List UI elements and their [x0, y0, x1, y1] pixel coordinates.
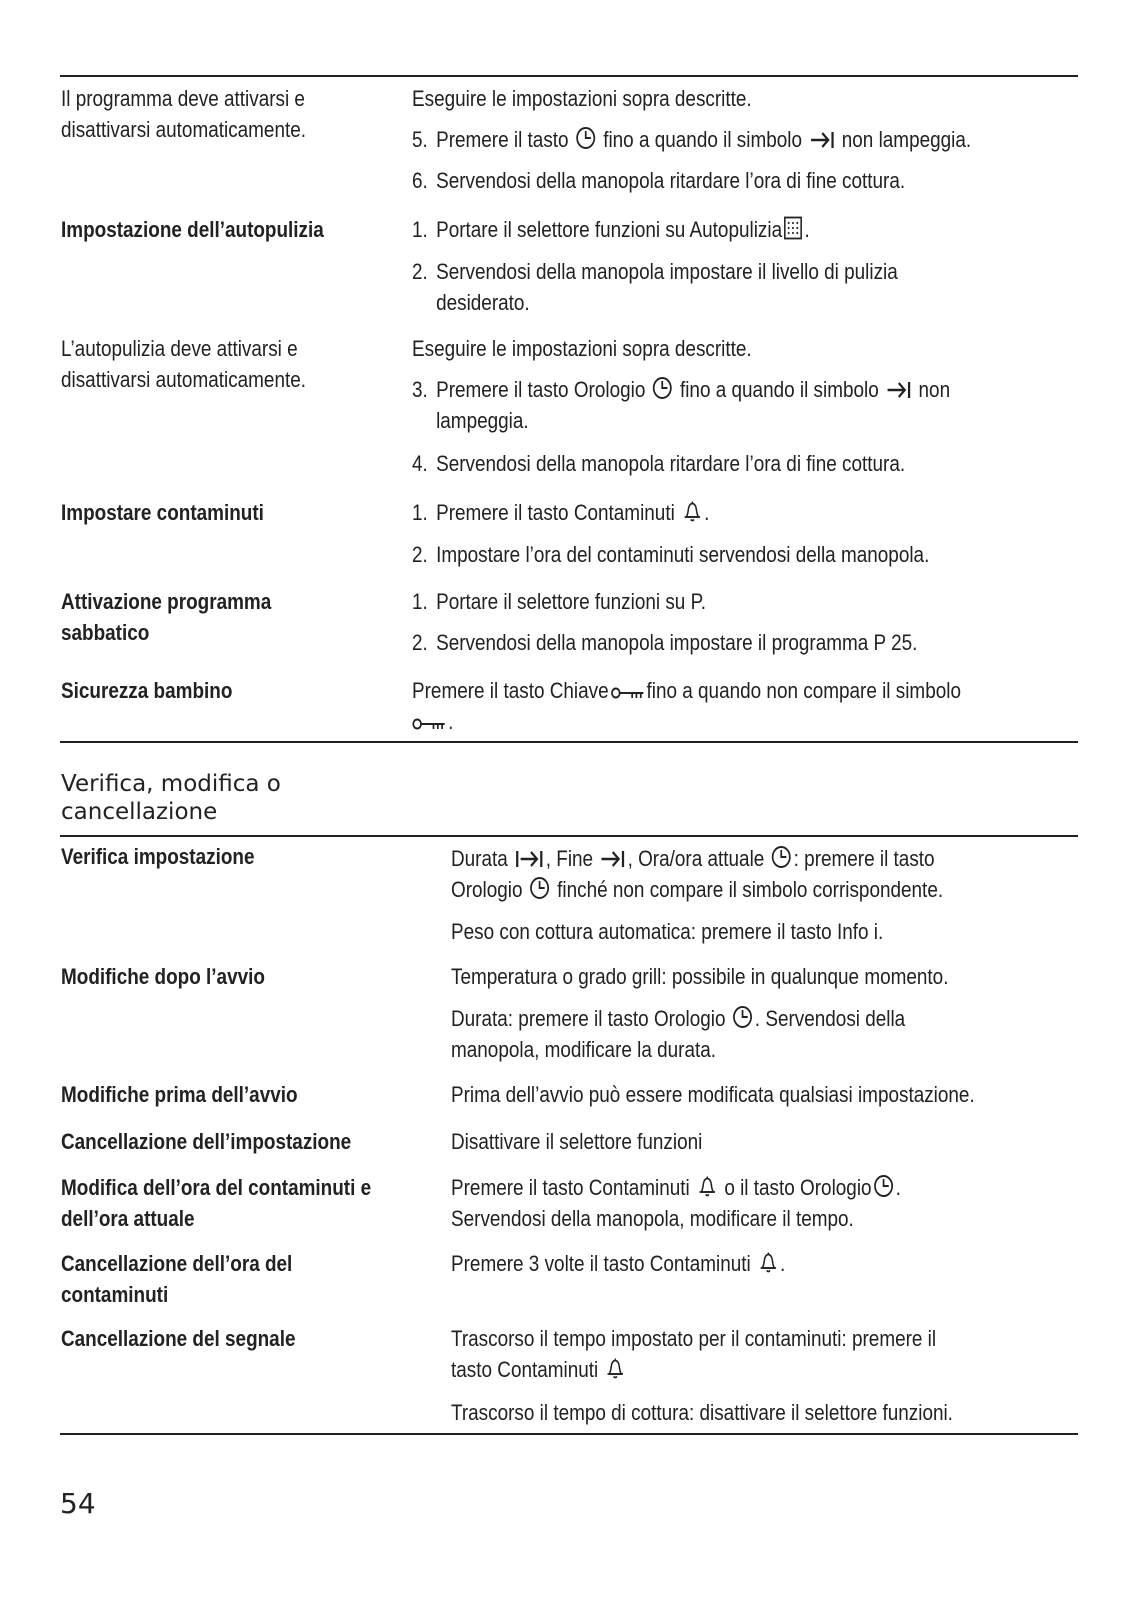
row-label: Cancellazione dell’ora del contaminuti — [61, 1251, 293, 1307]
row-content: Eseguire le impostazioni sopra descritte. 3. Premere il tasto Orologio fino a quando il simbolo non lampeggia. 4. Servendosi della manopola ritardare l’ora di fine cottura. — [412, 336, 951, 476]
clock-icon — [732, 1005, 753, 1029]
row-content: 1. Premere il tasto Contaminuti . 2. Impostare l’ora del contaminuti servendosi della manopola. — [412, 500, 930, 567]
end-time-icon — [809, 130, 835, 150]
timer-bell-icon — [605, 1356, 626, 1380]
key-icon — [412, 716, 446, 732]
row-label: Attivazione programma sabbatico — [61, 589, 272, 645]
clock-icon — [576, 126, 597, 150]
timer-bell-icon — [758, 1250, 779, 1274]
section-rule — [60, 835, 1078, 837]
row-label: Sicurezza bambino — [61, 678, 233, 703]
top-rule — [60, 75, 1078, 77]
row-label: Impostazione dell’autopulizia — [61, 217, 324, 242]
self-clean-icon — [784, 216, 803, 240]
section-heading: Verifica, modifica o cancellazione — [61, 771, 281, 825]
timer-bell-icon — [682, 499, 703, 523]
row-label: Modifiche dopo l’avvio — [61, 964, 265, 989]
section-rule — [60, 741, 1078, 743]
end-time-icon — [600, 849, 626, 869]
row-content: Temperatura o grado grill: possibile in qualunque momento. Durata: premere il tasto Orologio . Servendosi della manopola, modificare la durata. — [451, 964, 949, 1062]
row-content: Premere 3 volte il tasto Contaminuti . — [451, 1251, 786, 1276]
row-label: Impostare contaminuti — [61, 500, 264, 525]
row-label: Il programma deve attivarsi e disattivarsi automaticamente. — [61, 86, 307, 142]
row-content: 1. Portare il selettore funzioni su Autopulizia . 2. Servendosi della manopola impostare il livello di pulizia desiderato. — [412, 217, 898, 315]
row-content: Eseguire le impostazioni sopra descritte. 5. Premere il tasto fino a quando il simbolo non lampeggia. 6. Servendosi della manopola ritardare l’ora di fine cottura. — [412, 86, 972, 193]
duration-icon — [515, 849, 544, 869]
row-content: Durata , Fine , Ora/ora attuale : premere il tasto Orologio finché non compare il simbolo corrispondente. Peso con cottura automatica: premere il tasto Info i. — [451, 846, 944, 944]
row-content: Prima dell’avvio può essere modificata qualsiasi impostazione. — [451, 1082, 975, 1107]
row-label: Verifica impostazione — [61, 844, 255, 869]
timer-bell-icon — [697, 1174, 718, 1198]
row-label: L’autopulizia deve attivarsi e disattivarsi automaticamente. — [61, 336, 307, 392]
row-content: Premere il tasto Chiave fino a quando non compare il simbolo . — [412, 678, 961, 734]
row-content: 1. Portare il selettore funzioni su P. 2. Servendosi della manopola impostare il programma P 25. — [412, 589, 918, 655]
row-content: Disattivare il selettore funzioni — [451, 1129, 703, 1154]
row-label: Cancellazione dell’impostazione — [61, 1129, 352, 1154]
end-time-icon — [886, 380, 912, 400]
page-number: 54 — [60, 1487, 96, 1520]
clock-icon — [652, 376, 673, 400]
row-label: Cancellazione del segnale — [61, 1326, 296, 1351]
bottom-rule — [60, 1433, 1078, 1435]
row-content: Trascorso il tempo impostato per il contaminuti: premere il tasto Contaminuti Trascorso il tempo di cottura: disattivare il selettore funzioni. — [451, 1326, 953, 1425]
row-label: Modifica dell’ora del contaminuti e dell’ora attuale — [61, 1175, 372, 1231]
clock-icon — [771, 845, 792, 869]
row-content: Premere il tasto Contaminuti o il tasto Orologio . Servendosi della manopola, modificare il tempo. — [451, 1175, 901, 1231]
clock-icon — [530, 876, 551, 900]
clock-icon — [873, 1174, 894, 1198]
key-icon — [610, 685, 644, 701]
row-label: Modifiche prima dell’avvio — [61, 1082, 298, 1107]
